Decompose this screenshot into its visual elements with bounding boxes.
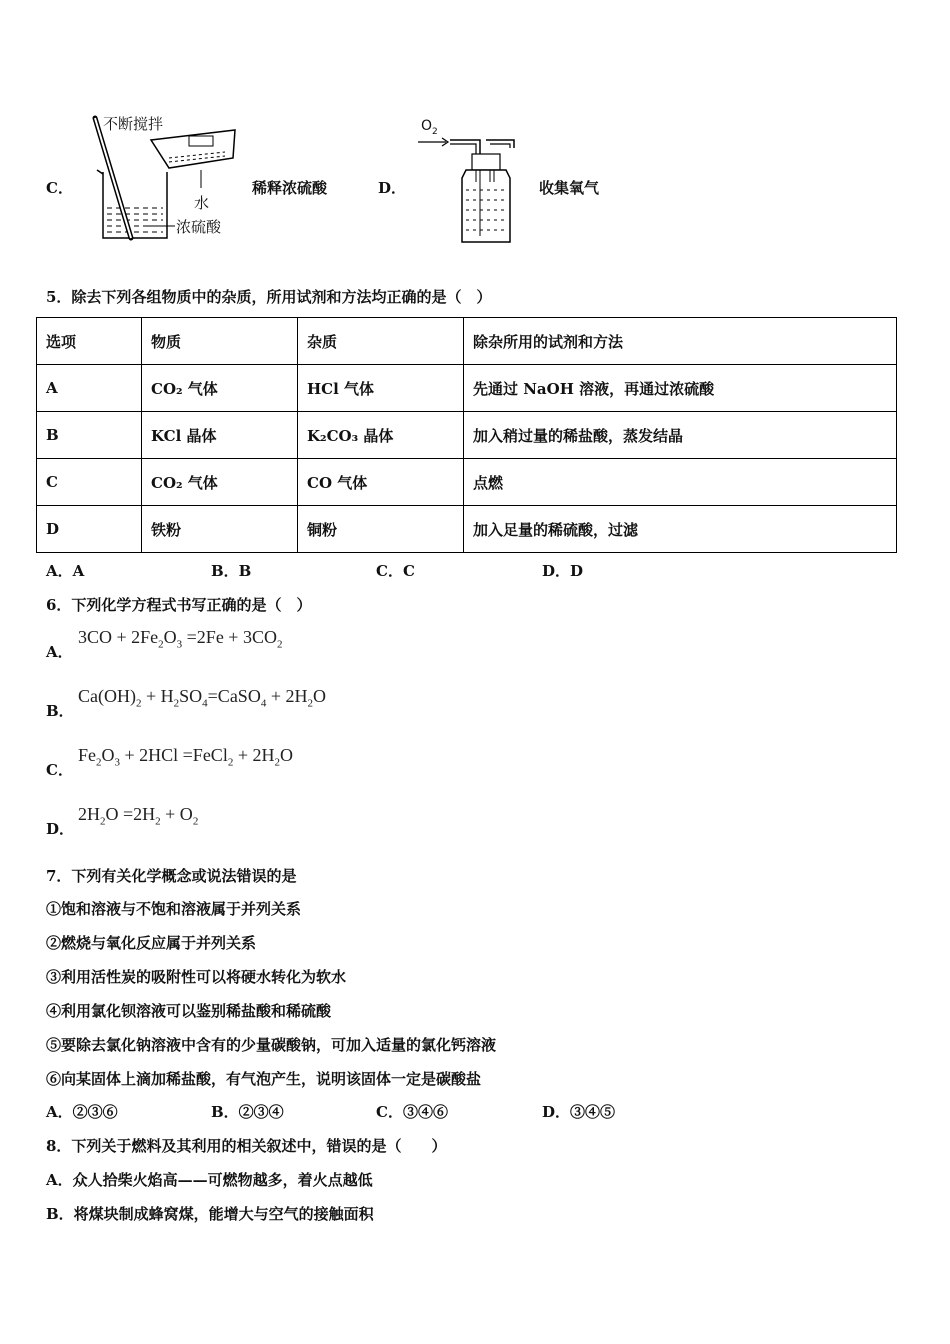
table-header-row — [37, 318, 897, 365]
q7-option-a[interactable]: A．②③⑥ — [46, 1103, 118, 1121]
q7-option-b[interactable]: B．②③④ — [211, 1103, 284, 1121]
q8-option-a[interactable]: A．众人拾柴火焰高——可燃物越多，着火点越低 — [46, 1171, 373, 1189]
table-cell: 加入足量的稀硫酸，过滤 — [464, 506, 897, 553]
table-cell: 铜粉 — [298, 506, 464, 553]
table-cell: CO 气体 — [298, 459, 464, 506]
q5-table — [36, 317, 897, 553]
oxygen-label: $O_2$ — [421, 118, 438, 137]
header-cell: 物质 — [142, 318, 298, 365]
q7-option-d[interactable]: D．③④⑤ — [542, 1103, 616, 1121]
table-cell: 铁粉 — [142, 506, 298, 553]
header-cell: 选项 — [37, 318, 142, 365]
q6-equation-a: $3CO + 2Fe_2O_3 =2Fe + 3CO_2$ — [78, 627, 283, 651]
table-cell: 加入稍过量的稀盐酸，蒸发结晶 — [464, 412, 897, 459]
table-cell: A — [37, 365, 142, 412]
liquid-lines — [107, 208, 163, 232]
table-cell: B — [37, 412, 142, 459]
table-cell: CO₂ 气体 — [142, 459, 298, 506]
table-row — [37, 506, 897, 553]
q6-option-c-label[interactable]: C． — [46, 761, 73, 779]
option-d-caption: 收集氧气 — [539, 179, 600, 197]
water-label: 水 — [194, 194, 210, 212]
option-c-label: C． — [46, 179, 73, 197]
q7-stem: 7．下列有关化学概念或说法错误的是 — [46, 867, 297, 885]
q7-item: ⑤要除去氯化钠溶液中含有的少量碳酸钠，可加入适量的氯化钙溶液 — [46, 1036, 497, 1054]
table-cell: HCl 气体 — [298, 365, 464, 412]
q6-option-b-label[interactable]: B． — [46, 702, 74, 720]
q5-option-c[interactable]: C．C — [376, 562, 415, 580]
q5-option-b[interactable]: B．B — [211, 562, 252, 580]
q6-equation-c: $Fe_2O_3 + 2HCl$ =FeCl$_2$ + $2H_2O$ — [78, 745, 293, 769]
header-cell: 杂质 — [298, 318, 464, 365]
q6-equation-d: $2H_2O =2H_2 + O_2$ — [78, 804, 199, 828]
stir-label: 不断搅拌 — [103, 115, 164, 133]
q8-option-b[interactable]: B．将煤块制成蜂窝煤，能增大与空气的接触面积 — [46, 1205, 374, 1223]
q8-stem: 8．下列关于燃料及其利用的相关叙述中，错误的是（ ） — [46, 1137, 447, 1155]
q6-option-a-label[interactable]: A． — [46, 643, 73, 661]
q5-stem: 5．除去下列各组物质中的杂质，所用试剂和方法均正确的是（ ） — [46, 288, 492, 306]
table-cell: CO₂ 气体 — [142, 365, 298, 412]
table-cell: 点燃 — [464, 459, 897, 506]
table-cell: KCl 晶体 — [142, 412, 298, 459]
header-cell: 除杂所用的试剂和方法 — [464, 318, 897, 365]
table-row — [37, 365, 897, 412]
q7-item: ③利用活性炭的吸附性可以将硬水转化为软水 — [46, 968, 347, 986]
q7-option-c[interactable]: C．③④⑥ — [376, 1103, 448, 1121]
option-d-label: D． — [378, 179, 407, 197]
table-row — [37, 459, 897, 506]
q7-item: ②燃烧与氧化反应属于并列关系 — [46, 934, 257, 952]
stopper-icon — [472, 154, 500, 170]
option-c-caption: 稀释浓硫酸 — [252, 179, 328, 197]
q7-item: ⑥向某固体上滴加稀盐酸，有气泡产生，说明该固体一定是碳酸盐 — [46, 1070, 482, 1088]
table-row — [37, 412, 897, 459]
q6-option-d-label[interactable]: D． — [46, 820, 75, 838]
q5-option-a[interactable]: A．A — [46, 562, 85, 580]
gas-bottle-icon — [462, 170, 510, 242]
table-cell: C — [37, 459, 142, 506]
q7-item: ①饱和溶液与不饱和溶液属于并列关系 — [46, 900, 302, 918]
q7-item: ④利用氯化钡溶液可以鉴别稀盐酸和稀硫酸 — [46, 1002, 332, 1020]
q6-equation-b: $Ca(OH)_2$ + $H_2SO_4=CaSO_4 + 2H_2O$ — [78, 686, 326, 710]
table-cell: D — [37, 506, 142, 553]
acid-label: 浓硫酸 — [176, 218, 222, 236]
table-cell: K₂CO₃ 晶体 — [298, 412, 464, 459]
gas-bottle-diagram — [418, 130, 528, 250]
q5-option-d[interactable]: D．D — [542, 562, 584, 580]
table-cell: 先通过 NaOH 溶液，再通过浓硫酸 — [464, 365, 897, 412]
q6-stem: 6．下列化学方程式书写正确的是（ ） — [46, 596, 312, 614]
